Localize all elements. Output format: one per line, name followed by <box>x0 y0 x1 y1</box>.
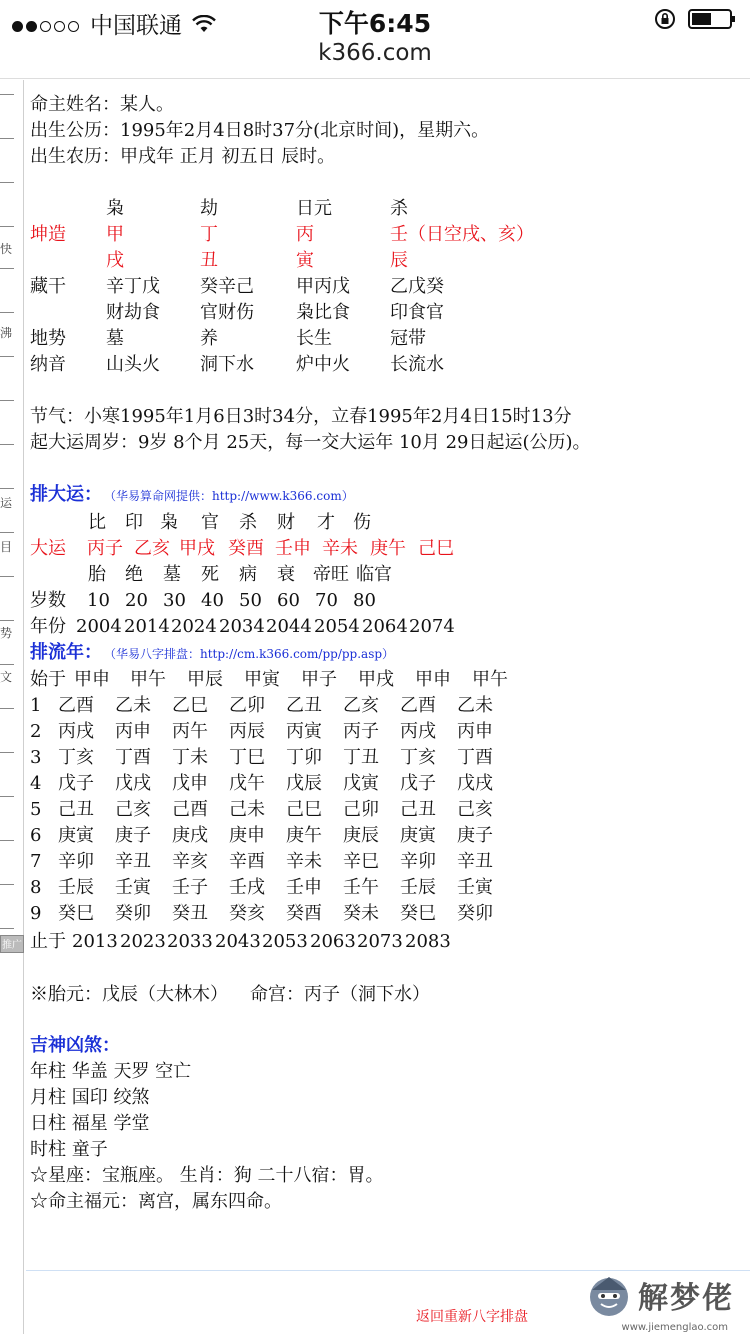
liunian-start: 甲子 <box>301 669 337 690</box>
liunian-cell: 壬申 <box>286 877 322 898</box>
dayun-god: 财 <box>277 512 295 533</box>
row-number: 2 <box>30 721 42 742</box>
stem: 甲 <box>106 224 124 245</box>
terrain-row <box>30 326 730 352</box>
hidden-gods: 印食官 <box>390 302 444 323</box>
liunian-title: 排流年： <box>30 642 102 663</box>
liunian-cell: 壬寅 <box>115 877 151 898</box>
fuyuan-line: ☆命主福元：离宫，属东四命。 <box>30 1191 282 1212</box>
row-label: 止于 <box>30 931 66 952</box>
hidden-gods: 官财伤 <box>200 302 254 323</box>
liunian-cell: 丁未 <box>172 747 208 768</box>
dayun-stage: 墓 <box>163 564 181 585</box>
stem: 丙 <box>296 224 314 245</box>
branch: 寅 <box>296 250 314 271</box>
branch: 丑 <box>200 250 218 271</box>
side-tick <box>0 356 14 357</box>
liunian-cell: 丙申 <box>457 721 493 742</box>
liunian-cell: 癸卯 <box>457 903 493 924</box>
dayun-god: 枭 <box>160 512 178 533</box>
liunian-cell: 庚子 <box>115 825 151 846</box>
pillar-god: 枭 <box>106 198 124 219</box>
liunian-cell: 戊辰 <box>286 773 322 794</box>
branch: 辰 <box>390 250 408 271</box>
liunian-start: 甲辰 <box>187 669 223 690</box>
dayun-god: 印 <box>125 512 143 533</box>
side-tick <box>0 884 14 885</box>
liunian-cell: 乙丑 <box>286 695 322 716</box>
side-char[interactable]: 沸 <box>0 326 13 340</box>
side-tick <box>0 226 14 227</box>
liunian-cell: 丙辰 <box>229 721 265 742</box>
dayun-years-row <box>30 614 730 640</box>
side-promo-button[interactable]: 推广 <box>0 935 24 953</box>
hidden-gods: 枭比食 <box>296 302 350 323</box>
liunian-cell: 丙戌 <box>400 721 436 742</box>
dayun-year: 2024 <box>171 616 217 637</box>
row-number: 9 <box>30 903 42 924</box>
jieqi-line: 节气：小寒1995年1月6日3时34分，立春1995年2月4日15时13分 <box>30 406 572 427</box>
liunian-end: 2083 <box>405 931 451 952</box>
side-char[interactable]: 文 <box>0 670 13 684</box>
watermark <box>586 1272 734 1318</box>
liunian-cell: 庚辰 <box>343 825 379 846</box>
dayun-year: 2064 <box>362 616 408 637</box>
row-label: 岁数 <box>30 590 66 611</box>
pillar-god: 劫 <box>200 198 218 219</box>
battery-icon <box>688 8 736 30</box>
side-tick <box>0 488 14 489</box>
dayun-pillar: 乙亥 <box>134 538 170 559</box>
liunian-cell: 己亥 <box>457 799 493 820</box>
liunian-cell: 庚申 <box>229 825 265 846</box>
dayun-god: 才 <box>317 512 335 533</box>
terrain: 养 <box>200 328 218 349</box>
side-tick <box>0 268 14 269</box>
side-tick <box>0 928 14 929</box>
side-tick <box>0 620 14 621</box>
side-tick <box>0 400 14 401</box>
address-bar-url[interactable]: k366.com <box>318 40 432 66</box>
liunian-cell: 己丑 <box>400 799 436 820</box>
liunian-cell: 庚戌 <box>172 825 208 846</box>
dayun-stage: 帝旺 <box>313 564 349 585</box>
branch: 戌 <box>106 250 124 271</box>
liunian-cell: 丁巳 <box>229 747 265 768</box>
side-tick <box>0 182 14 183</box>
side-char[interactable]: 快 <box>0 242 13 256</box>
liunian-end: 2043 <box>215 931 261 952</box>
liunian-end: 2073 <box>357 931 403 952</box>
minggong: 命宫：丙子（洞下水） <box>250 984 430 1005</box>
dayun-age: 20 <box>125 590 148 611</box>
row-label: 地势 <box>30 328 66 349</box>
dayun-pillar: 甲戌 <box>179 538 215 559</box>
liunian-cell: 辛卯 <box>58 851 94 872</box>
liunian-cell: 丁酉 <box>115 747 151 768</box>
row-number: 8 <box>30 877 42 898</box>
status-bar <box>0 0 750 40</box>
liunian-row <box>30 745 730 771</box>
qiyun-line: 起大运周岁：9岁 8个月 25天，每一交大运年 10月 29日起运(公历)。 <box>30 432 591 453</box>
side-char[interactable]: 运 <box>0 496 13 510</box>
liunian-cell: 壬辰 <box>400 877 436 898</box>
liunian-cell: 丁卯 <box>286 747 322 768</box>
hidden-gods-row <box>30 300 730 326</box>
liunian-start: 甲戌 <box>358 669 394 690</box>
liunian-row <box>30 849 730 875</box>
nayin: 炉中火 <box>296 354 350 375</box>
dayun-age: 10 <box>87 590 110 611</box>
liunian-cell: 庚寅 <box>400 825 436 846</box>
dayun-year: 2074 <box>409 616 455 637</box>
liunian-cell: 丁亥 <box>400 747 436 768</box>
row-label: 纳音 <box>30 354 66 375</box>
liunian-cell: 癸未 <box>343 903 379 924</box>
side-tick <box>0 94 14 95</box>
dayun-stage: 病 <box>239 564 257 585</box>
dayun-stage: 临官 <box>356 564 392 585</box>
stem: 壬（日空戌、亥） <box>390 224 534 245</box>
liunian-cell: 壬辰 <box>58 877 94 898</box>
dayun-stages-row <box>30 562 730 588</box>
terrain: 墓 <box>106 328 124 349</box>
shensha-line: 年柱 华盖 天罗 空亡 <box>30 1061 192 1082</box>
dayun-year: 2004 <box>76 616 122 637</box>
liunian-cell: 己巳 <box>286 799 322 820</box>
liunian-cell: 庚子 <box>457 825 493 846</box>
back-rearrange-link[interactable]: 返回重新八字排盘 <box>416 1309 528 1325</box>
dayun-age: 70 <box>315 590 338 611</box>
liunian-cell: 辛酉 <box>229 851 265 872</box>
dayun-gods-row <box>30 510 730 536</box>
liunian-cell: 丙寅 <box>286 721 322 742</box>
side-tick <box>0 532 14 533</box>
row-label: 坤造 <box>30 224 66 245</box>
rotation-lock-icon <box>654 8 676 30</box>
liunian-cell: 戊子 <box>58 773 94 794</box>
terrain: 冠带 <box>390 328 426 349</box>
liunian-end: 2033 <box>167 931 213 952</box>
liunian-cell: 癸巳 <box>58 903 94 924</box>
liunian-row <box>30 901 730 927</box>
row-label: 始于 <box>30 669 66 690</box>
side-tick <box>0 576 14 577</box>
hidden-stems: 乙戊癸 <box>390 276 444 297</box>
row-number: 1 <box>30 695 42 716</box>
liunian-cell: 戊午 <box>229 773 265 794</box>
hidden-stems: 辛丁戊 <box>106 276 160 297</box>
dayun-year: 2044 <box>266 616 312 637</box>
constellation-line: ☆星座：宝瓶座。 生肖：狗 二十八宿：胃。 <box>30 1165 384 1186</box>
liunian-row <box>30 693 730 719</box>
liunian-end: 2063 <box>310 931 356 952</box>
dayun-stage: 胎 <box>88 564 106 585</box>
liunian-cell: 癸丑 <box>172 903 208 924</box>
divider <box>26 1270 750 1271</box>
liunian-cell: 己卯 <box>343 799 379 820</box>
side-tick <box>0 840 14 841</box>
hidden-stems-row <box>30 274 730 300</box>
row-number: 7 <box>30 851 42 872</box>
liunian-cell: 戊戌 <box>115 773 151 794</box>
side-char[interactable]: 势 <box>0 626 13 640</box>
dayun-pillar: 庚午 <box>370 538 406 559</box>
liunian-cell: 丁亥 <box>58 747 94 768</box>
shensha-line: 日柱 福星 学堂 <box>30 1113 150 1134</box>
liunian-cell: 乙酉 <box>400 695 436 716</box>
liunian-cell: 戊子 <box>400 773 436 794</box>
liunian-end: 2013 <box>72 931 118 952</box>
hidden-gods: 财劫食 <box>106 302 160 323</box>
taiyuan: ※胎元：戊辰（大林木） <box>30 984 228 1005</box>
liunian-cell: 辛丑 <box>115 851 151 872</box>
liunian-cell: 丙子 <box>343 721 379 742</box>
dayun-source-link[interactable]: （华易算命网提供：http://www.k366.com） <box>110 489 354 503</box>
liunian-cell: 壬寅 <box>457 877 493 898</box>
taiyuan-minggong-line <box>30 982 730 1008</box>
liunian-cell: 己丑 <box>58 799 94 820</box>
hidden-stems: 甲丙戊 <box>296 276 350 297</box>
side-tick <box>0 444 14 445</box>
status-right <box>654 8 736 30</box>
watermark-logo-icon <box>586 1272 632 1318</box>
liunian-cell: 丁丑 <box>343 747 379 768</box>
liunian-cell: 乙未 <box>457 695 493 716</box>
liunian-cell: 乙巳 <box>172 695 208 716</box>
side-tick <box>0 312 14 313</box>
row-label: 藏干 <box>30 276 66 297</box>
liunian-cell: 乙亥 <box>343 695 379 716</box>
dayun-pillar: 壬申 <box>275 538 311 559</box>
liunian-cell: 乙未 <box>115 695 151 716</box>
shensha-line: 时柱 童子 <box>30 1139 108 1160</box>
dayun-year: 2054 <box>314 616 360 637</box>
side-tick <box>0 796 14 797</box>
row-label: 大运 <box>30 538 66 559</box>
row-number: 4 <box>30 773 42 794</box>
name-label: 命主姓名： <box>30 94 120 115</box>
dayun-pillars-row <box>30 536 730 562</box>
dayun-stage: 衰 <box>277 564 295 585</box>
pillar-gods-row <box>30 196 730 222</box>
dayun-god: 比 <box>88 512 106 533</box>
nayin-row <box>30 352 730 378</box>
liunian-cell: 己酉 <box>172 799 208 820</box>
nayin: 长流水 <box>390 354 444 375</box>
liunian-row <box>30 719 730 745</box>
liunian-header <box>30 640 394 666</box>
liunian-cell: 丙申 <box>115 721 151 742</box>
liunian-row <box>30 875 730 901</box>
liunian-cell: 戊寅 <box>343 773 379 794</box>
liunian-source-link[interactable]: （华易八字排盘：http://cm.k366.com/pp/pp.asp） <box>110 647 395 661</box>
dayun-god: 官 <box>201 512 219 533</box>
liunian-cell: 壬午 <box>343 877 379 898</box>
lunar-label: 出生农历： <box>30 146 120 167</box>
liunian-end: 2053 <box>262 931 308 952</box>
side-tick <box>0 752 14 753</box>
side-tick <box>0 664 14 665</box>
liunian-cell: 壬子 <box>172 877 208 898</box>
name-value: 某人。 <box>120 94 174 115</box>
liunian-end-row <box>30 929 730 955</box>
carrier-name: 中国联通 <box>90 13 182 39</box>
liunian-cell: 丙午 <box>172 721 208 742</box>
dayun-god: 杀 <box>239 512 257 533</box>
liunian-row <box>30 771 730 797</box>
dayun-stage: 绝 <box>125 564 143 585</box>
solar-label: 出生公历： <box>30 120 120 141</box>
row-label: 年份 <box>30 616 66 637</box>
side-tick <box>0 708 14 709</box>
dayun-pillar: 丙子 <box>87 538 123 559</box>
liunian-cell: 庚午 <box>286 825 322 846</box>
nayin: 洞下水 <box>200 354 254 375</box>
liunian-cell: 壬戌 <box>229 877 265 898</box>
lunar-value: 甲戌年 正月 初五日 辰时。 <box>120 146 336 167</box>
stems-row <box>30 222 730 248</box>
solar-value: 1995年2月4日8时37分(北京时间)，星期六。 <box>120 120 490 141</box>
row-number: 5 <box>30 799 42 820</box>
liunian-cell: 丙戌 <box>58 721 94 742</box>
dayun-age: 60 <box>277 590 300 611</box>
liunian-cell: 癸巳 <box>400 903 436 924</box>
dayun-header <box>30 482 354 508</box>
stem: 丁 <box>200 224 218 245</box>
liunian-start: 甲申 <box>74 669 110 690</box>
dayun-year: 2034 <box>219 616 265 637</box>
dayun-ages-row <box>30 588 730 614</box>
side-char[interactable]: 目 <box>0 540 13 554</box>
dayun-pillar: 己巳 <box>418 538 454 559</box>
liunian-row <box>30 797 730 823</box>
side-tick <box>0 138 14 139</box>
dayun-pillar: 辛未 <box>322 538 358 559</box>
pillar-god: 杀 <box>390 198 408 219</box>
liunian-cell: 癸卯 <box>115 903 151 924</box>
liunian-start: 甲申 <box>415 669 451 690</box>
divider <box>0 78 750 79</box>
liunian-cell: 辛丑 <box>457 851 493 872</box>
dayun-age: 30 <box>163 590 186 611</box>
liunian-row <box>30 823 730 849</box>
side-column <box>0 80 24 1334</box>
status-time: 下午6:45 <box>318 9 432 38</box>
branches-row <box>30 248 730 274</box>
liunian-cell: 乙酉 <box>58 695 94 716</box>
dayun-stage: 死 <box>201 564 219 585</box>
dayun-age: 80 <box>353 590 376 611</box>
liunian-cell: 癸酉 <box>286 903 322 924</box>
solar-line <box>30 118 489 144</box>
dayun-god: 伤 <box>353 512 371 533</box>
liunian-cell: 己未 <box>229 799 265 820</box>
dayun-pillar: 癸酉 <box>228 538 264 559</box>
dayun-age: 40 <box>201 590 224 611</box>
liunian-start: 甲寅 <box>244 669 280 690</box>
liunian-cell: 乙卯 <box>229 695 265 716</box>
dayun-title: 排大运： <box>30 484 102 505</box>
pillar-god: 日元 <box>296 198 332 219</box>
liunian-cell: 戊申 <box>172 773 208 794</box>
hidden-stems: 癸辛己 <box>200 276 254 297</box>
name-line <box>30 92 174 118</box>
liunian-cell: 己亥 <box>115 799 151 820</box>
liunian-cell: 庚寅 <box>58 825 94 846</box>
shensha-title <box>30 1033 120 1059</box>
liunian-start: 甲午 <box>472 669 508 690</box>
liunian-cell: 辛未 <box>286 851 322 872</box>
liunian-start: 甲午 <box>130 669 166 690</box>
liunian-cell: 丁酉 <box>457 747 493 768</box>
liunian-end: 2023 <box>120 931 166 952</box>
shensha-title-text: 吉神凶煞： <box>30 1035 120 1056</box>
liunian-cell: 辛巳 <box>343 851 379 872</box>
dayun-year: 2014 <box>124 616 170 637</box>
liunian-cell: 辛卯 <box>400 851 436 872</box>
watermark-url: www.jiemenglao.com <box>621 1322 728 1333</box>
row-number: 3 <box>30 747 42 768</box>
lunar-line <box>30 144 335 170</box>
liunian-cell: 癸亥 <box>229 903 265 924</box>
shensha-line: 月柱 国印 绞煞 <box>30 1087 150 1108</box>
watermark-title: 解梦佬 <box>638 1281 734 1316</box>
terrain: 长生 <box>296 328 332 349</box>
liunian-start-row <box>30 667 730 693</box>
liunian-cell: 戊戌 <box>457 773 493 794</box>
row-number: 6 <box>30 825 42 846</box>
dayun-age: 50 <box>239 590 262 611</box>
liunian-cell: 辛亥 <box>172 851 208 872</box>
nayin: 山头火 <box>106 354 160 375</box>
